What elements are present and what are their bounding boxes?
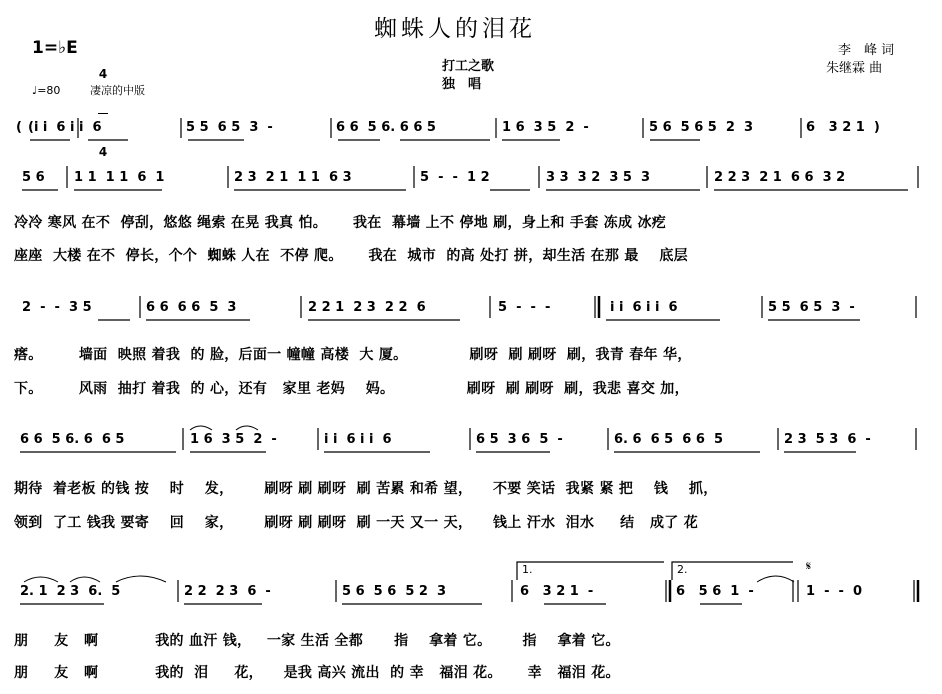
subtitle-genre: 打工之歌 xyxy=(442,59,495,74)
staff-1-measure-1: (i i 6 i i 6 xyxy=(28,120,102,135)
staff-3-measure-5: i i 6 i i 6 xyxy=(610,300,678,315)
staff-4-measure-3: i i 6 i i 6 xyxy=(324,432,392,447)
mood-marking: 凄凉的中版 xyxy=(90,84,145,97)
staff-4-measure-2: 1 6 3 5 2 - xyxy=(190,432,277,447)
staff-5-measure-2: 2 2 2 3 6 - xyxy=(184,584,271,599)
staff-5-measure-6: 1 - - 0 xyxy=(806,584,863,599)
lyric-line-8: 朋 友 啊 我的 泪 花， 是我 高兴 流出 的 幸 福泪 花。 幸 福泪 花。 xyxy=(14,665,620,681)
staff-2-measure-2: 2 3 2 1 1 1 6 3 xyxy=(234,170,352,185)
staff-5-measure-1: 2. 1 2 3 6. 5 xyxy=(20,584,121,599)
staff-5-measure-3: 5 6 5 6 5 2 3 xyxy=(342,584,447,599)
staff-1-measure-3: 6 6 5 6. 6 6 5 xyxy=(336,120,436,135)
lyric-line-1: 冷冷 寒风 在不 停刮，悠悠 绳索 在晃 我真 怕。 我在 幕墙 上不 停地 刷，身上和 手套 冻成 冰疙 xyxy=(14,215,667,231)
staff-3-measure-4: 5 - - - xyxy=(498,300,551,315)
subtitle-performance: 独 唱 xyxy=(442,77,482,92)
staff-1-measure-6: 6 3 2 1 ) xyxy=(806,120,880,135)
staff-2-measure-3: 5 - - 1 2 xyxy=(420,170,490,185)
lyric-line-4: 下。 风雨 抽打 着我 的 心，还有 家里 老妈 妈。 刷呀 刷 刷呀 刷，我悲 喜交 加， xyxy=(14,381,689,397)
staff-4-measure-5: 6. 6 6 5 6 6 5 xyxy=(614,432,723,447)
composer-credit: 朱继霖 曲 xyxy=(826,61,883,76)
key-signature: 1=♭E xyxy=(32,38,78,58)
lyric-line-3: 瘩。 墙面 映照 着我 的 脸，后面一 幢幢 高楼 大 厦。 刷呀 刷 刷呀 刷，我青 春年 华， xyxy=(14,347,692,363)
staff-4-measure-1: 6 6 5 6. 6 6 5 xyxy=(20,432,125,447)
lyricist-credit: 李 峰 词 xyxy=(838,43,895,58)
staff-5-measure-4: 6 3 2 1 - xyxy=(520,584,594,599)
staff-2-pickup: 5 6 xyxy=(22,170,45,185)
staff-2-measure-5: 2 2 3 2 1 6 6 3 2 xyxy=(714,170,846,185)
tempo-marking: ♩=80 xyxy=(32,84,61,97)
staff-3-measure-6: 5 5 6 5 3 - xyxy=(768,300,855,315)
page-title: 蜘蛛人的泪花 xyxy=(374,16,536,42)
staff-2-measure-1: 1 1 1 1 6 1 xyxy=(74,170,165,185)
staff-1-measure-2: 5 5 6 5 3 - xyxy=(186,120,273,135)
lyric-line-7: 朋 友 啊 我的 血汗 钱， 一家 生活 全都 指 拿着 它。 指 拿着 它。 xyxy=(14,633,620,649)
staff-3-measure-2: 6 6 6 6 5 3 xyxy=(146,300,237,315)
lyric-line-2: 座座 大楼 在不 停长，个个 蜘蛛 人在 不停 爬。 我在 城市 的高 处打 拼，却生活 在那 最 底层 xyxy=(14,248,688,264)
time-signature-top: 4 xyxy=(98,67,108,81)
segno-sign: 𝄋 xyxy=(806,559,812,573)
time-signature-bottom: 4 xyxy=(98,145,108,159)
lyric-line-6: 领到 了工 钱我 要寄 回 家， 刷呀 刷 刷呀 刷 一天 又一 天， 钱上 汗水 泪水 结 成了 花 xyxy=(14,515,699,531)
staff-3-measure-3: 2 2 1 2 3 2 2 6 xyxy=(308,300,426,315)
staff-1-measure-5: 5 6 5 6 5 2 3 xyxy=(649,120,754,135)
staff-1-measure-4: 1 6 3 5 2 - xyxy=(502,120,589,135)
lyric-line-5: 期待 着老板 的钱 按 时 发， 刷呀 刷 刷呀 刷 苦累 和希 望， 不要 笑话 我紧 紧 把 钱 抓， xyxy=(14,481,718,497)
volta-first-ending: 1. xyxy=(522,563,533,576)
staff-4-measure-6: 2 3 5 3 6 - xyxy=(784,432,871,447)
staff-4-measure-4: 6 5 3 6 5 - xyxy=(476,432,563,447)
staff-3-measure-1: 2 - - 3 5 xyxy=(22,300,92,315)
staff-1-open-paren: ( xyxy=(16,120,22,135)
volta-second-ending: 2. xyxy=(677,563,688,576)
staff-5-measure-5: 6 5 6 1 - xyxy=(676,584,754,599)
staff-2-measure-4: 3 3 3 2 3 5 3 xyxy=(546,170,651,185)
